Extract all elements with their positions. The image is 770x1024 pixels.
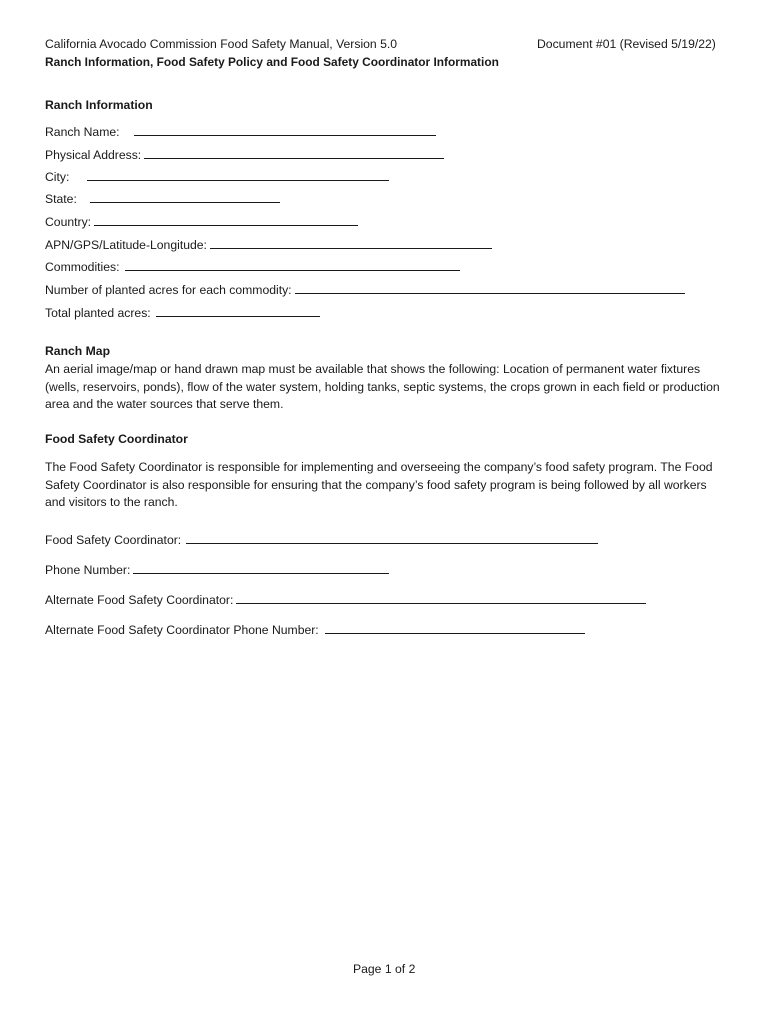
field-label: City:: [45, 170, 70, 184]
fill-in-line[interactable]: [144, 146, 444, 159]
fill-in-line[interactable]: [125, 258, 460, 271]
phone-number-field[interactable]: [45, 561, 389, 578]
page-number: Page 1 of 2: [353, 962, 416, 976]
field-label: Phone Number:: [45, 563, 131, 577]
fill-in-line[interactable]: [134, 123, 436, 136]
food-safety-coordinator-field[interactable]: [45, 531, 598, 548]
city-field[interactable]: [45, 168, 389, 185]
field-label: Ranch Name:: [45, 125, 120, 139]
field-label: Food Safety Coordinator:: [45, 533, 182, 547]
fill-in-line[interactable]: [236, 591, 646, 604]
fill-in-line[interactable]: [87, 168, 389, 181]
alternate-coordinator-phone-field[interactable]: [45, 621, 585, 638]
field-label: Country:: [45, 215, 92, 229]
fill-in-line[interactable]: [210, 236, 492, 249]
fill-in-line[interactable]: [133, 561, 389, 574]
document-id: Document #01 (Revised 5/19/22): [537, 37, 716, 51]
ranch-information-heading: Ranch Information: [45, 98, 153, 112]
food-safety-coordinator-heading: Food Safety Coordinator: [45, 432, 188, 446]
manual-title: California Avocado Commission Food Safety Manual, Version 5.0: [45, 37, 398, 51]
field-label: Physical Address:: [45, 148, 142, 162]
field-label: Number of planted acres for each commodity:: [45, 283, 292, 297]
alternate-coordinator-field[interactable]: [45, 591, 646, 608]
document-title: Ranch Information, Food Safety Policy and Food Safety Coordinator Information: [45, 55, 499, 69]
planted-acres-per-commodity-field[interactable]: [45, 281, 685, 298]
field-label: Commodities:: [45, 260, 120, 274]
total-planted-acres-field[interactable]: [45, 304, 320, 321]
country-field[interactable]: [45, 213, 358, 230]
ranch-name-field[interactable]: [45, 123, 436, 140]
state-field[interactable]: [45, 190, 280, 207]
field-label: APN/GPS/Latitude-Longitude:: [45, 238, 207, 252]
fill-in-line[interactable]: [156, 304, 320, 317]
fill-in-line[interactable]: [295, 281, 685, 294]
field-label: Alternate Food Safety Coordinator Phone Number:: [45, 623, 319, 637]
food-safety-coordinator-description: The Food Safety Coordinator is responsible for implementing and overseeing the company’s food safety program. The Food Safety Coordinator is also responsible for ensuring that the company’s food safety program is being followed by all workers and visitors to the ranch.: [45, 460, 713, 510]
fill-in-line[interactable]: [94, 213, 358, 226]
apn-gps-field[interactable]: [45, 236, 492, 253]
field-label: State:: [45, 192, 77, 206]
field-label: Total planted acres:: [45, 306, 151, 320]
ranch-map-heading: Ranch Map: [45, 344, 111, 358]
ranch-map-description: An aerial image/map or hand drawn map must be available that shows the following: Location of permanent water fixtures (wells, reservoirs, ponds), flow of the water system, holding tanks, septic systems, the crops grown in each field or production area and the water sources that serve them.: [45, 362, 720, 412]
field-label: Alternate Food Safety Coordinator:: [45, 593, 234, 607]
fill-in-line[interactable]: [325, 621, 585, 634]
fill-in-line[interactable]: [90, 190, 280, 203]
fill-in-line[interactable]: [186, 531, 598, 544]
physical-address-field[interactable]: [45, 146, 444, 163]
commodities-field[interactable]: [45, 258, 460, 275]
